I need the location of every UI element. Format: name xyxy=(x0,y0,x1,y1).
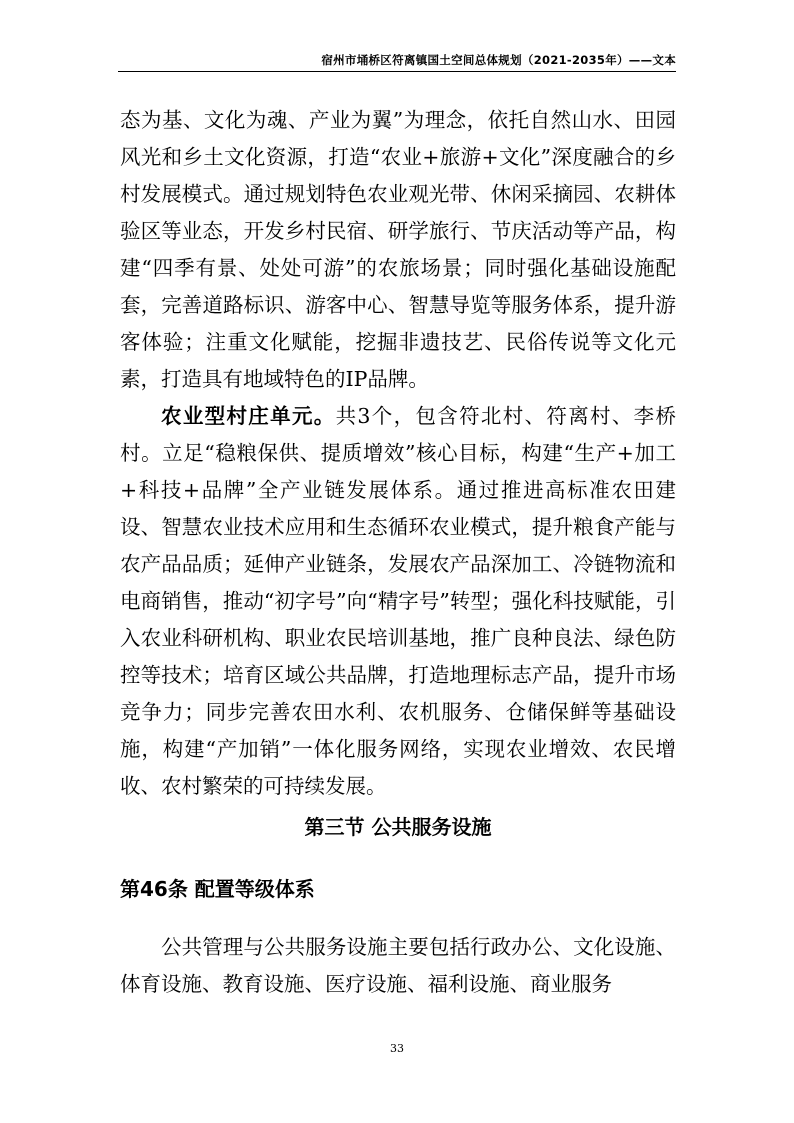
paragraph-public-services: 公共管理与公共服务设施主要包括行政办公、文化设施、体育设施、教育设施、医疗设施、福利设施、商业服务 xyxy=(120,935,676,996)
running-header: 宿州市埇桥区符离镇国土空间总体规划（2021-2035年）——文本 xyxy=(321,53,676,67)
section-title: 第三节 公共服务设施 xyxy=(304,815,492,839)
article-title: 第46条 配置等级体系 xyxy=(120,877,315,901)
paragraph-body-text: 共3个，包含符北村、符离村、李桥村。立足“稳粮保供、提质增效”核心目标，构建“生产+加工+科技+品牌”全产业链发展体系。通过推进高标准农田建设、智慧农业技术应用和生态循环农业模式，提升粮食产能与农产品品质；延伸产业链条，发展农产品深加工、冷链物流和电商销售，推动“初字号”向“精字号”转型；强化科技赋能，引入农业科研机构、职业农民培训基地，推广良种良法、绿色防控等技术；培育区域公共品牌，打造地理标志产品，提升市场竞争力；同步完善农田水利、农机服务、仓储保鲜等基础设施，构建“产加销”一体化服务网络，实现农业增效、农民增收、农村繁荣的可持续发展。 xyxy=(120,404,676,798)
paragraph-agritourism-continued: 态为基、文化为魂、产业为翼”为理念，依托自然山水、田园风光和乡土文化资源，打造“农业+旅游+文化”深度融合的乡村发展模式。通过规划特色农业观光带、休闲采摘园、农耕体验区等业态，开发乡村民宿、研学旅行、节庆活动等产品，构建“四季有景、处处可游”的农旅场景；同时强化基础设施配套，完善道路标识、游客中心、智慧导览等服务体系，提升游客体验；注重文化赋能，挖掘非遗技艺、民俗传说等文化元素，打造具有地域特色的IP品牌。 xyxy=(120,108,676,391)
paragraph-agricultural-village xyxy=(120,398,676,805)
page-number: 33 xyxy=(390,1042,404,1055)
document-body xyxy=(120,102,676,1003)
header-rule xyxy=(118,71,676,72)
paragraph-lead-term: 农业型村庄单元。 xyxy=(161,404,336,428)
